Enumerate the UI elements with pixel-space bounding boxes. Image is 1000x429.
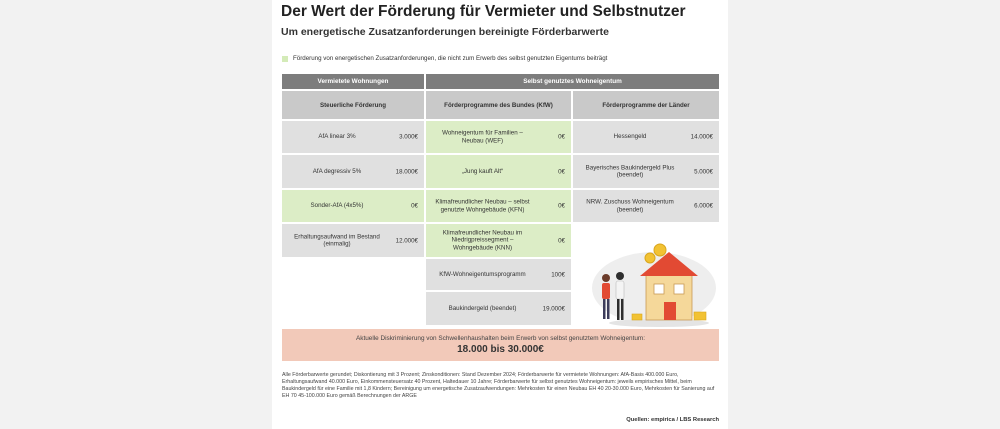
- banner-text: Aktuelle Diskriminierung von Schwellenhaushalten beim Erwerb von selbst genutztem Wohneigentum:: [355, 335, 646, 342]
- house-illustration: [584, 228, 716, 328]
- coin-stack-icon: [694, 312, 706, 320]
- tax-row: [282, 121, 424, 153]
- row-value: 0€: [558, 133, 565, 141]
- row-label: Bayerisches Baukindergeld Plus (beendet): [585, 163, 675, 179]
- row-label: Klimafreundlicher Neubau im Niedrigpreissegment – Wohngebäude (KNN): [442, 228, 523, 252]
- row-label: Klimafreundlicher Neubau – selbst genutzte Wohngebäude (KFN): [435, 198, 530, 213]
- row-label: Baukindergeld (beendet): [448, 304, 517, 312]
- person-head: [616, 272, 624, 280]
- row-label: „Jung kauft Alt“: [461, 167, 504, 175]
- row-value: 14.000€: [690, 133, 713, 141]
- window: [654, 284, 664, 294]
- row-label: AfA degressiv 5%: [312, 167, 362, 175]
- laender-row: [573, 155, 719, 188]
- door-icon: [664, 302, 676, 320]
- row-label: NRW. Zuschuss Wohneigentum (beendet): [586, 198, 674, 213]
- kfw-row: [426, 292, 571, 325]
- row-value: 0€: [558, 168, 565, 175]
- row-value: 6.000€: [694, 202, 713, 210]
- header-rented: Vermietete Wohnungen: [282, 74, 424, 89]
- row-value: 100€: [551, 271, 565, 278]
- coin-icon: [645, 253, 655, 263]
- row-label: Wohneigentum für Familien – Neubau (WEF): [442, 129, 523, 144]
- row-label: Sonder-AfA (4x5%): [310, 202, 364, 210]
- person-leg: [617, 299, 620, 320]
- tax-row: [282, 155, 424, 188]
- kfw-row: [426, 259, 571, 290]
- row-value: 0€: [558, 202, 565, 210]
- legend: [282, 55, 607, 62]
- row-label: Erhaltungsaufwand im Bestand (einmalig): [294, 232, 380, 248]
- person-body: [616, 281, 624, 299]
- header-selfused: Selbst genutztes Wohneigentum: [426, 74, 719, 89]
- page-subtitle: Um energetische Zusatzanforderungen bereinigte Förderbarwerte: [281, 26, 609, 38]
- footnote: Alle Förderbarwerte gerundet; Diskontierung mit 3 Prozent; Zinskonditionen: Stand Dezember 2024; Förderbarwerte für vermietete Wohnungen: AfA-Basis 400.000 Euro, Erhaltungsaufwand 40.000 Euro, Einkommensteuersatz 40 Prozent, Haltedauer 10 Jahre; Förderbarwerte für selbst genutztes Wohneigentum: jeweils empirisches Mittel, beim Baukindergeld für eine Familie mit 1,8 Kindern; Bereinigung um energetische Zusatzaufwendungen: Mehrkosten für einen Neubau EH 40 20-30.000 Euro, Mehrkosten für Sanierung auf EH 70 45-100.000 Euro gemäß Berechnungen der ARGE: [282, 372, 715, 399]
- person-leg: [603, 299, 606, 319]
- row-value: 0€: [558, 237, 565, 244]
- person-head: [602, 274, 610, 282]
- kfw-row: [426, 155, 571, 188]
- person-leg: [621, 299, 624, 320]
- row-value: 5.000€: [694, 168, 713, 175]
- tax-row: [282, 224, 424, 257]
- window: [674, 284, 684, 294]
- discrimination-banner: [282, 329, 719, 361]
- laender-row: [573, 121, 719, 153]
- kfw-row: [426, 121, 571, 153]
- person-body: [602, 283, 610, 299]
- laender-row: [573, 190, 719, 222]
- row-value: 18.000€: [395, 168, 418, 175]
- row-label: KfW-Wohneigentumsprogramm: [439, 270, 526, 278]
- row-value: 3.000€: [399, 133, 418, 141]
- page-title: Der Wert der Förderung für Vermieter und Selbstnutzer: [281, 3, 686, 20]
- source-note: Quellen: empirica / LBS Research: [626, 417, 719, 423]
- row-value: 0€: [411, 202, 418, 210]
- kfw-row: [426, 224, 571, 257]
- person-leg: [607, 299, 610, 319]
- row-value: 12.000€: [395, 237, 418, 244]
- kfw-row: [426, 190, 571, 222]
- subheader-laender: Förderprogramme der Länder: [573, 91, 719, 119]
- subheader-kfw: Förderprogramme des Bundes (KfW): [426, 91, 571, 119]
- coin-icon: [654, 244, 666, 256]
- subheader-tax: Steuerliche Förderung: [282, 91, 424, 119]
- banner-range: 18.000 bis 30.000€: [457, 344, 544, 355]
- row-label: Hessengeld: [613, 133, 647, 141]
- row-label: AfA linear 3%: [318, 133, 356, 141]
- row-value: 19.000€: [542, 305, 565, 312]
- tax-row: [282, 190, 424, 222]
- legend-text: Förderung von energetischen Zusatzanforderungen, die nicht zum Erwerb des selbst genutzten Eigentums beiträgt: [293, 55, 608, 62]
- legend-swatch: [282, 56, 288, 62]
- coin-stack-icon: [632, 314, 642, 320]
